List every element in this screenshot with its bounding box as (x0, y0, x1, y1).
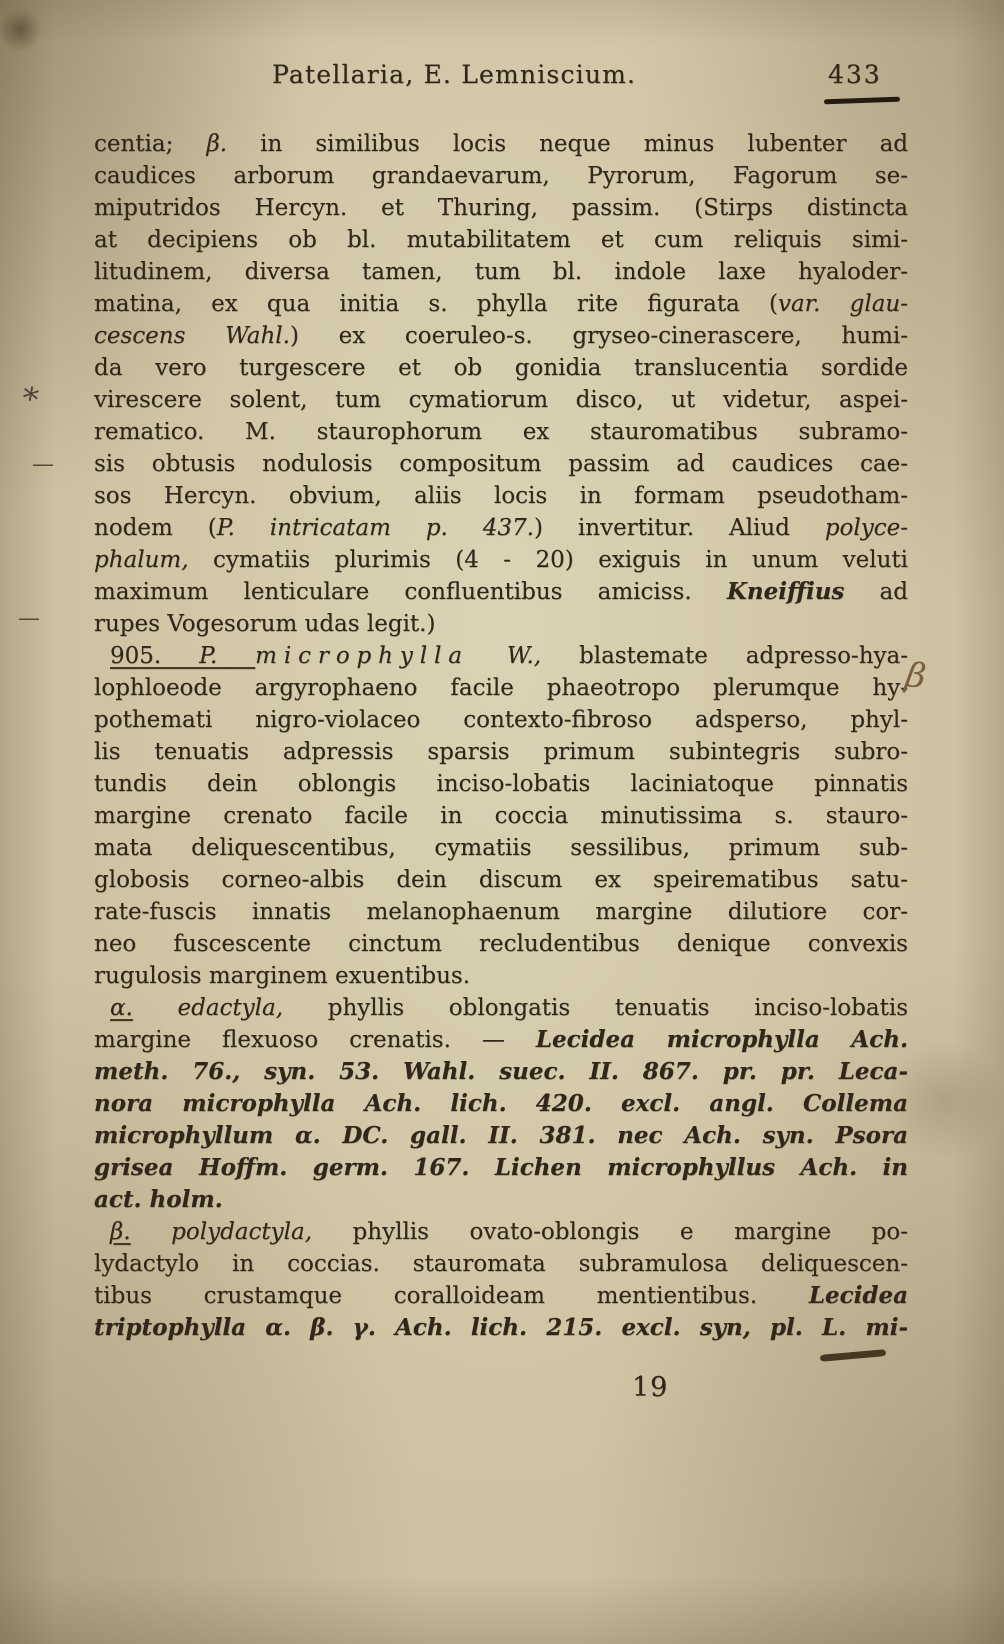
text-segment: cymatiis plurimis (4 - 20) exiguis in unum veluti (188, 547, 908, 573)
text-segment: 905. (110, 643, 200, 669)
text-line (94, 576, 908, 608)
dash-margin-mark-1: — (32, 452, 54, 477)
text-line (94, 1152, 908, 1184)
text-line (94, 1280, 908, 1312)
text-segment: Lecidea (808, 1282, 908, 1309)
text-line (94, 480, 908, 512)
text-segment: matina, ex qua initia s. phylla rite figurata ( (94, 291, 778, 317)
text-segment: Lecidea microphylla Ach. (535, 1026, 908, 1053)
text-line (94, 384, 908, 416)
text-line (94, 1312, 908, 1344)
text-segment: pothemati nigro-violaceo contexto-fibroso adsperso, phyl- (94, 707, 908, 733)
text-segment: P. intricatam p. 437. (216, 515, 534, 541)
text-segment: Kneiffius (726, 578, 845, 605)
text-segment: da vero turgescere et ob gonidia translucentia sordide (94, 355, 908, 381)
page-number-underline-mark (824, 97, 900, 105)
page-number: 433 (828, 60, 882, 89)
text-segment: phyllis oblongatis tenuatis inciso-lobatis (283, 995, 908, 1021)
text-line (94, 192, 908, 224)
text-line (94, 896, 908, 928)
text-line (94, 160, 908, 192)
text-line (94, 320, 908, 352)
text-segment: virescere solent, tum cymatiorum disco, ut videtur, aspei- (94, 387, 908, 413)
text-segment: litudinem, diversa tamen, tum bl. indole laxe hyaloder- (94, 259, 908, 285)
signature-mark: 19 (632, 1372, 669, 1403)
text-line (94, 1024, 908, 1056)
text-segment: P. (199, 643, 256, 669)
text-segment: in similibus locis neque minus lubenter ad (227, 131, 909, 157)
running-title: Patellaria, E. Lemniscium. (272, 60, 637, 89)
text-segment: margine flexuoso crenatis. — (94, 1027, 536, 1053)
text-line (94, 1088, 908, 1120)
text-segment: microphyllum α. DC. gall. II. 381. nec Ach. syn. Psora (94, 1122, 908, 1149)
text-segment: phyllis ovato-oblongis e margine po- (312, 1219, 908, 1245)
text-line (94, 992, 908, 1024)
ink-flourish-mark (820, 1349, 886, 1362)
text-line (94, 1184, 908, 1216)
text-segment: microphylla (255, 643, 469, 669)
text-segment: ) ex coeruleo-s. gryseo-cinerascere, humi- (289, 323, 908, 349)
text-segment: ) invertitur. Aliud (534, 515, 825, 541)
page-body (94, 128, 908, 1344)
text-segment: phalum, (94, 547, 189, 573)
text-segment: sis obtusis nodulosis compositum passim ad caudices cae- (94, 451, 908, 477)
text-segment: W., (468, 643, 542, 669)
text-segment: α. (110, 995, 133, 1021)
text-segment: lophloeode argyrophaeno facile phaeotropo plerumque hy- (94, 675, 908, 701)
text-line (94, 288, 908, 320)
text-segment: β. (206, 131, 228, 157)
text-segment: rematico. M. staurophorum ex stauromatibus subramo- (94, 419, 908, 445)
text-line (94, 352, 908, 384)
text-line (94, 1216, 908, 1248)
text-segment: tundis dein oblongis inciso-lobatis laciniatoque pinnatis (94, 771, 908, 797)
text-segment: rate-fuscis innatis melanophaenum margine dilutiore cor- (94, 899, 908, 925)
text-line (94, 768, 908, 800)
text-segment: miputridos Hercyn. et Thuring, passim. (Stirps distincta (94, 195, 908, 221)
dash-margin-mark-2: — (18, 606, 40, 631)
text-segment: centia; (94, 131, 207, 157)
text-segment: polyce- (824, 515, 909, 541)
text-segment: globosis corneo-albis dein discum ex speirematibus satu- (94, 867, 908, 893)
text-segment: mata deliquescentibus, cymatiis sessilibus, primum sub- (94, 835, 908, 861)
text-line (94, 640, 908, 672)
handwritten-beta-annotation: β (902, 654, 929, 698)
text-line (94, 128, 908, 160)
text-line (94, 704, 908, 736)
text-line (94, 512, 908, 544)
text-segment: β. (110, 1219, 131, 1245)
text-line (94, 928, 908, 960)
text-segment: maximum lenticulare confluentibus amiciss. (94, 579, 727, 605)
text-segment: nora microphylla Ach. lich. 420. excl. angl. Collema (94, 1090, 908, 1117)
text-segment: tibus crustamque coralloideam mentientibus. (94, 1283, 809, 1309)
text-segment: ad (844, 579, 908, 605)
text-line (94, 1120, 908, 1152)
text-segment: at decipiens ob bl. mutabilitatem et cum reliquis simi- (94, 227, 908, 253)
text-line (94, 736, 908, 768)
text-segment: var. glau- (777, 291, 909, 317)
text-segment: polydactyla, (130, 1219, 313, 1245)
text-line (94, 1248, 908, 1280)
text-segment: lis tenuatis adpressis sparsis primum subintegris subro- (94, 739, 908, 765)
text-segment: act. holm. (94, 1186, 223, 1213)
text-line (94, 800, 908, 832)
text-line (94, 544, 908, 576)
text-segment: rupes Vogesorum udas legit.) (94, 611, 436, 637)
text-segment: triptophylla α. β. γ. Ach. lich. 215. excl. syn, pl. L. mi- (94, 1314, 908, 1341)
text-segment: meth. 76., syn. 53. Wahl. suec. II. 867. pr. pr. Leca- (94, 1058, 908, 1085)
text-segment: lydactylo in coccias. stauromata subramulosa deliquescen- (94, 1251, 908, 1277)
text-segment: neo fuscescente cinctum recludentibus denique convexis (94, 931, 908, 957)
text-segment: edactyla, (132, 995, 284, 1021)
text-segment: rugulosis marginem exuentibus. (94, 963, 471, 989)
text-line (94, 1056, 908, 1088)
text-line (94, 960, 908, 992)
text-segment: caudices arborum grandaevarum, Pyrorum, Fagorum se- (94, 163, 908, 189)
text-segment: blastemate adpresso-hya- (541, 643, 908, 669)
text-line (94, 608, 908, 640)
text-line (94, 832, 908, 864)
page-header (0, 60, 1004, 106)
text-line (94, 224, 908, 256)
text-line (94, 416, 908, 448)
text-line (94, 672, 908, 704)
text-line (94, 256, 908, 288)
text-line (94, 864, 908, 896)
text-line (94, 448, 908, 480)
text-segment: nodem ( (94, 515, 217, 541)
asterisk-margin-mark: * (18, 378, 42, 420)
text-segment: margine crenato facile in coccia minutissima s. stauro- (94, 803, 908, 829)
text-segment: grisea Hoffm. germ. 167. Lichen microphyllus Ach. in (94, 1154, 908, 1181)
text-segment: sos Hercyn. obvium, aliis locis in formam pseudotham- (94, 483, 908, 509)
text-segment: cescens Wahl. (94, 323, 290, 349)
